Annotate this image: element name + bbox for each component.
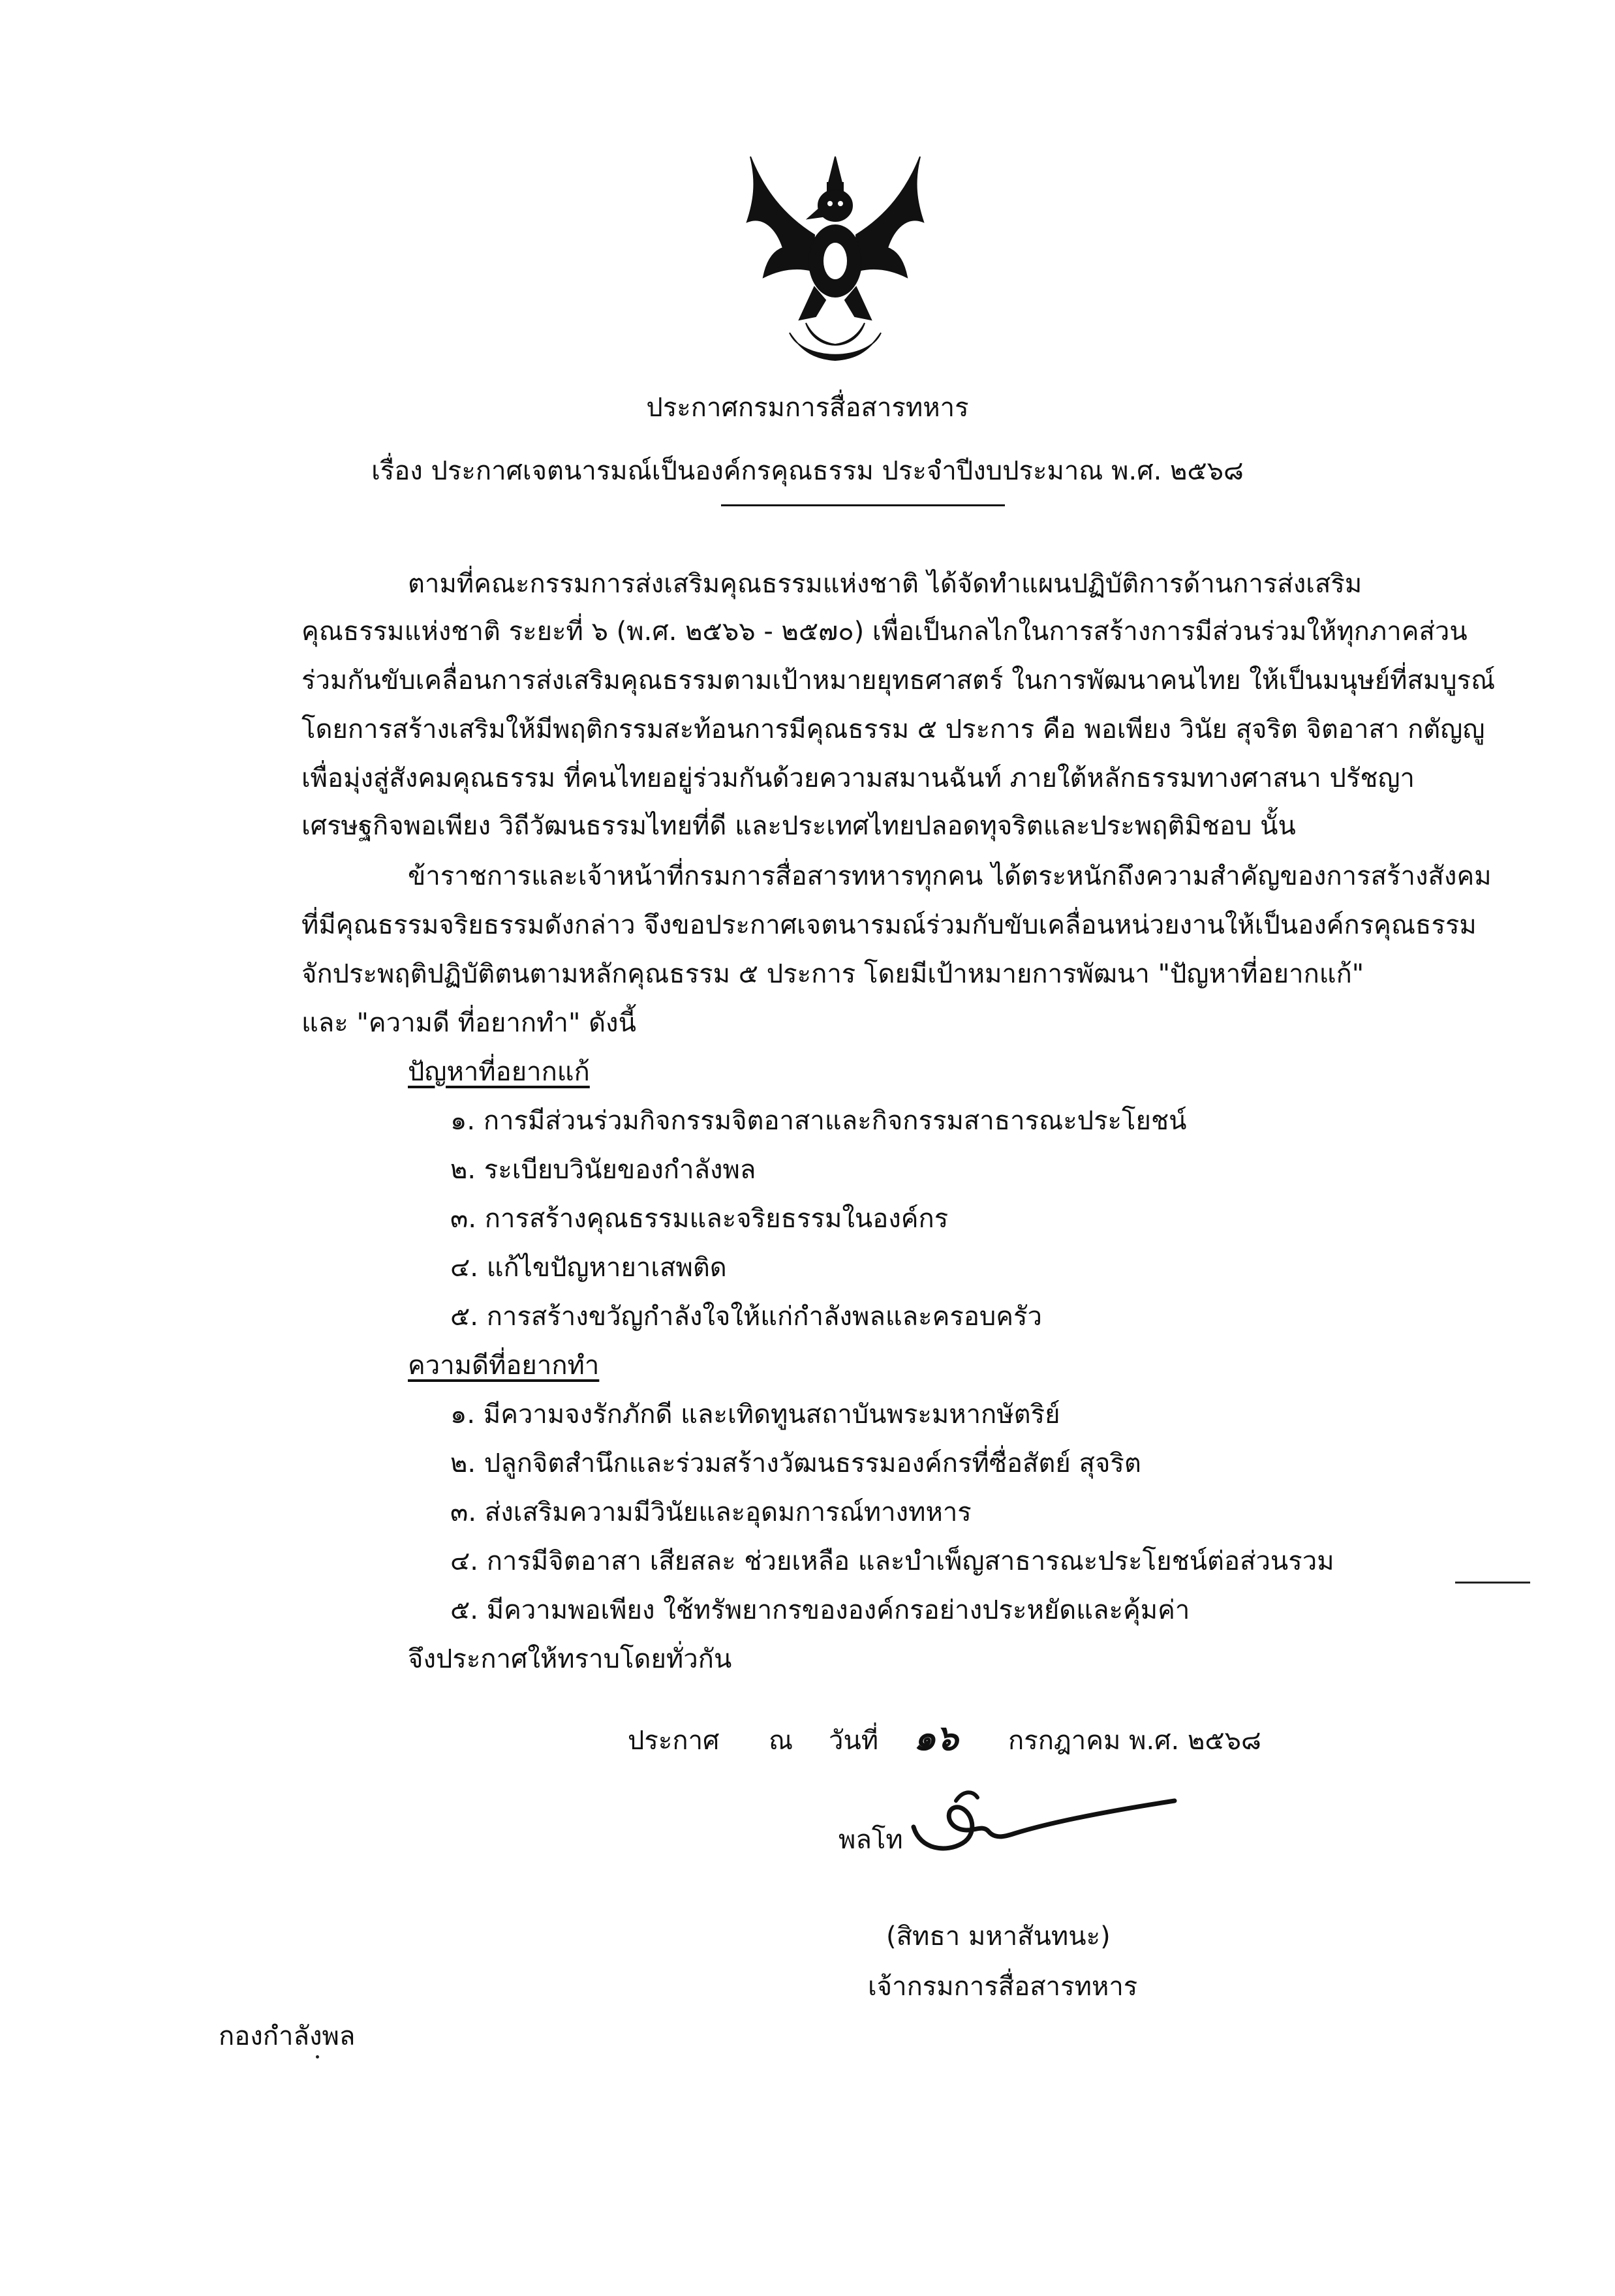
closing-line: จึงประกาศให้ทราบโดยทั่วกัน (408, 1644, 732, 1674)
para1-line-5: เพื่อมุ่งสู่สังคมคุณธรรม ที่คนไทยอยู่ร่วมกันด้วยความสมานฉันท์ ภายใต้หลักธรรมทางศาสนา ปรัชญา (301, 763, 1415, 793)
para1-line-6: เศรษฐกิจพอเพียง วิถีวัฒนธรรมไทยที่ดี และประเทศไทยปลอดทุจริตและประพฤติมิชอบ นั้น (301, 811, 1296, 841)
month-year: กรกฎาคม พ.ศ. ๒๕๖๘ (1008, 1726, 1261, 1756)
good-item-1: ๑. มีความจงรักภักดี และเทิดทูนสถาบันพระมหากษัตริย์ (450, 1400, 1060, 1430)
document-title: ประกาศกรมการสื่อสารทหาร (646, 393, 969, 423)
handwritten-day: ๑๖ (914, 1717, 959, 1758)
footer-office: กองกำลังพล (219, 2021, 356, 2051)
handwritten-signature-icon (907, 1771, 1181, 1869)
stray-mark (316, 2055, 319, 2059)
good-item-5: ๕. มีความพอเพียง ใช้ทรัพยากรขององค์กรอย่างประหยัดและคุ้มค่า (450, 1595, 1190, 1625)
problem-item-5: ๕. การสร้างขวัญกำลังใจให้แก่กำลังพลและครอบครัว (450, 1302, 1042, 1332)
good-item-2: ๒. ปลูกจิตสำนึกและร่วมสร้างวัฒนธรรมองค์กรที่ซื่อสัตย์ สุจริต (450, 1448, 1141, 1478)
problem-item-2: ๒. ระเบียบวินัยของกำลังพล (450, 1155, 756, 1185)
goods-heading: ความดีที่อยากทำ (408, 1351, 600, 1381)
good-item-3: ๓. ส่งเสริมความมีวินัยและอุดมการณ์ทางทหาร (450, 1497, 972, 1527)
para1-line-4: โดยการสร้างเสริมให้มีพฤติกรรมสะท้อนการมีคุณธรรม ๕ ประการ คือ พอเพียง วินัย สุจริต จิตอาสา กตัญญู (301, 714, 1485, 744)
signer-position: เจ้ากรมการสื่อสารทหาร (868, 1972, 1138, 2002)
document-subject: เรื่อง ประกาศเจตนารมณ์เป็นองค์กรคุณธรรม ประจำปีงบประมาณ พ.ศ. ๒๕๖๘ (371, 456, 1244, 486)
at-label: ณ (769, 1726, 793, 1756)
para2-line-2: ที่มีคุณธรรมจริยธรรมดังกล่าว จึงขอประกาศเจตนารมณ์ร่วมกับขับเคลื่อนหน่วยงานให้เป็นองค์กรคุณธรรม (301, 910, 1477, 940)
announced-label: ประกาศ (628, 1726, 720, 1756)
problem-item-1: ๑. การมีส่วนร่วมกิจกรรมจิตอาสาและกิจกรรมสาธารณะประโยชน์ (450, 1106, 1187, 1136)
problem-item-3: ๓. การสร้างคุณธรรมและจริยธรรมในองค์กร (450, 1204, 949, 1234)
title-divider (721, 504, 1005, 506)
date-label: วันที่ (829, 1726, 879, 1756)
para1-line-1: ตามที่คณะกรรมการส่งเสริมคุณธรรมแห่งชาติ ได้จัดทำแผนปฏิบัติการด้านการส่งเสริม (408, 569, 1362, 599)
para1-line-2: คุณธรรมแห่งชาติ ระยะที่ ๖ (พ.ศ. ๒๕๖๖ - ๒๕๗๐) เพื่อเป็นกลไกในการสร้างการมีส่วนร่วมให้ทุกภาคส่วน (301, 617, 1468, 647)
problem-item-4: ๔. แก้ไขปัญหายาเสพติด (450, 1253, 727, 1283)
para2-line-3: จักประพฤติปฏิบัติตนตามหลักคุณธรรม ๕ ประการ โดยมีเป้าหมายการพัฒนา "ปัญหาที่อยากแก้" (301, 959, 1364, 989)
good-item-4: ๔. การมีจิตอาสา เสียสละ ช่วยเหลือ และบำเพ็ญสาธารณะประโยชน์ต่อส่วนรวม (450, 1546, 1334, 1576)
margin-mark (1455, 1582, 1530, 1584)
signer-rank: พลโท (838, 1825, 903, 1855)
signer-name: (สิทธา มหาสันทนะ) (886, 1921, 1111, 1952)
garuda-emblem-icon (737, 137, 933, 372)
para1-line-3: ร่วมกันขับเคลื่อนการส่งเสริมคุณธรรมตามเป้าหมายยุทธศาสตร์ ในการพัฒนาคนไทย ให้เป็นมนุษย์ที่สมบูรณ์ (301, 666, 1496, 696)
para2-line-1: ข้าราชการและเจ้าหน้าที่กรมการสื่อสารทหารทุกคน ได้ตระหนักถึงความสำคัญของการสร้างสังคม (408, 861, 1492, 891)
para2-line-4: และ "ความดี ที่อยากทำ" ดังนี้ (301, 1008, 636, 1038)
problems-heading: ปัญหาที่อยากแก้ (408, 1057, 590, 1087)
